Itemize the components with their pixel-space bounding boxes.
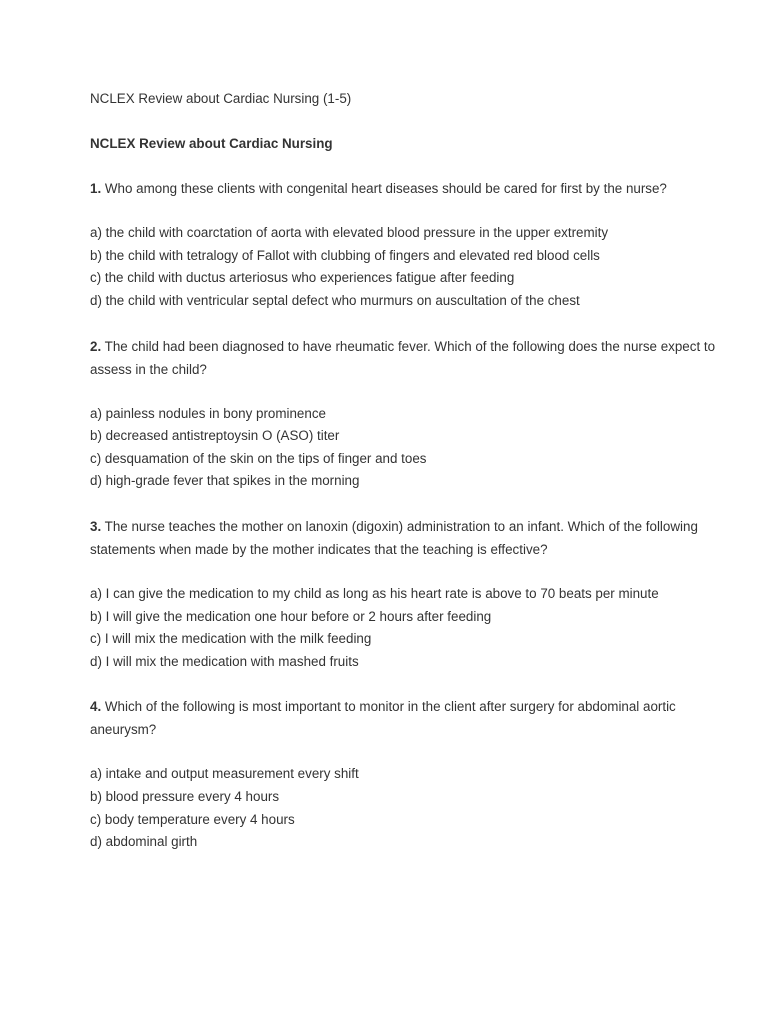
question-number: 4. (90, 699, 102, 715)
answer-option-c: c) I will mix the medication with the milk feeding (90, 631, 372, 647)
answer-options (90, 763, 730, 853)
answer-option-c: c) body temperature every 4 hours (90, 811, 295, 827)
question-stem (90, 695, 730, 741)
answer-option-d: d) I will mix the medication with mashed fruits (90, 653, 359, 669)
answer-option-c: c) the child with ductus arteriosus who experiences fatigue after feeding (90, 270, 515, 286)
question-text: Which of the following is most important to monitor in the client after surgery for abdominal aortic aneurysm? (90, 699, 676, 738)
answer-option-b: b) decreased antistreptoysin O (ASO) titer (90, 428, 340, 444)
question-number: 3. (90, 518, 102, 534)
question-stem (90, 515, 730, 561)
document-heading: NCLEX Review about Cardiac Nursing (90, 135, 333, 151)
question-number: 1. (90, 181, 102, 197)
document-title: NCLEX Review about Cardiac Nursing (1-5) (90, 91, 352, 106)
answer-options (90, 583, 730, 673)
document-page (90, 88, 730, 854)
question-1 (90, 177, 730, 312)
question-2 (90, 335, 730, 493)
answer-option-a: a) painless nodules in bony prominence (90, 405, 326, 421)
answer-option-d: d) abdominal girth (90, 834, 198, 850)
question-text: The child had been diagnosed to have rheumatic fever. Which of the following does the nurse expect to assess in the child? (90, 338, 716, 377)
answer-option-a: a) intake and output measurement every shift (90, 766, 359, 782)
answer-option-d: d) the child with ventricular septal defect who murmurs on auscultation of the chest (90, 292, 580, 308)
question-stem (90, 177, 730, 200)
answer-options (90, 222, 730, 312)
answer-option-d: d) high-grade fever that spikes in the morning (90, 473, 360, 489)
answer-option-b: b) the child with tetralogy of Fallot with clubbing of fingers and elevated red blood cells (90, 247, 600, 263)
question-text: The nurse teaches the mother on lanoxin (digoxin) administration to an infant. Which of the following statements when made by the mother indicates that the teaching is effective? (90, 518, 698, 557)
question-text: Who among these clients with congenital heart diseases should be cared for first by the nurse? (104, 181, 667, 197)
answer-option-a: a) the child with coarctation of aorta with elevated blood pressure in the upper extremity (90, 225, 609, 241)
answer-option-a: a) I can give the medication to my child as long as his heart rate is above to 70 beats per minute (90, 585, 659, 601)
question-3 (90, 515, 730, 673)
answer-option-c: c) desquamation of the skin on the tips of finger and toes (90, 450, 427, 466)
answer-options (90, 403, 730, 493)
answer-option-b: b) blood pressure every 4 hours (90, 788, 280, 804)
question-number: 2. (90, 338, 102, 354)
question-4 (90, 695, 730, 853)
answer-option-b: b) I will give the medication one hour before or 2 hours after feeding (90, 608, 492, 624)
question-stem (90, 335, 730, 381)
